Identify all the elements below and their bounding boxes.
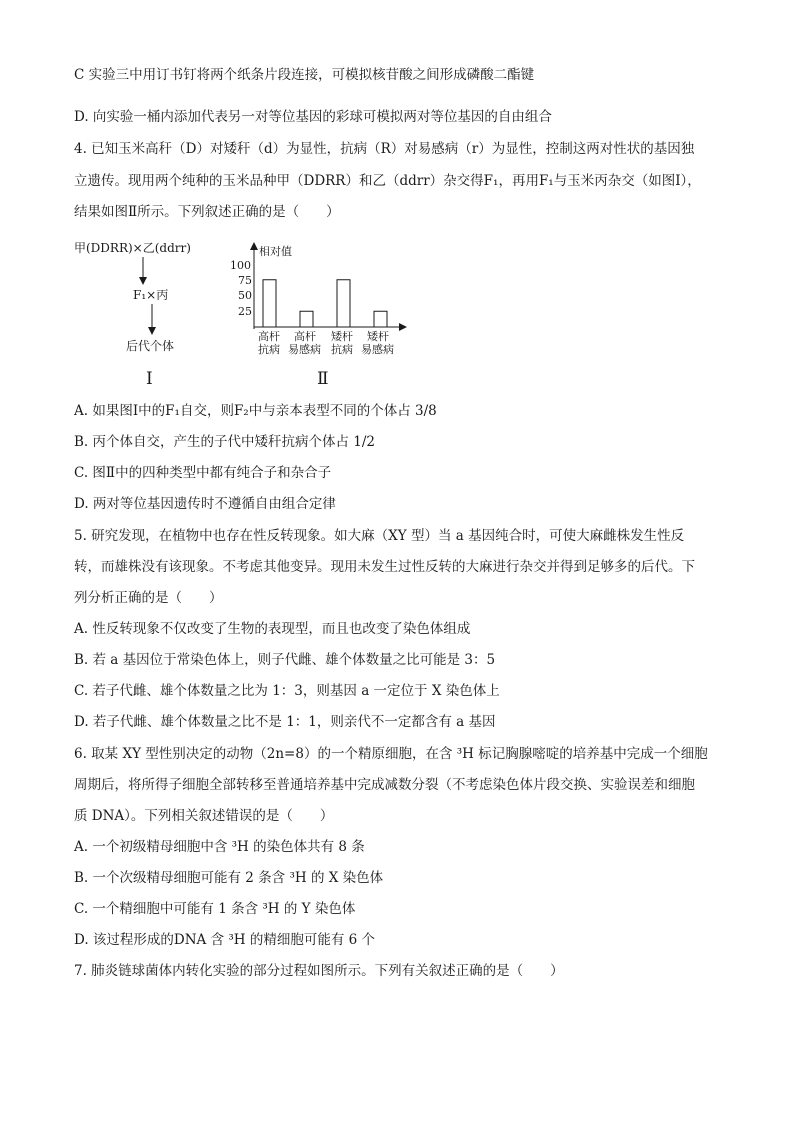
chart-bar-2 (300, 311, 313, 327)
figure-1-cross-text: 甲(DDRR)×乙(ddrr) (74, 241, 191, 255)
figure-2-category-label: 矮杆 (331, 330, 353, 343)
q4-option-d: D. 两对等位基因遗传时不遵循自由组合定律 (74, 496, 336, 512)
figure-2-y-label: 相对值 (259, 245, 292, 258)
figure-2-y-tick-label: 75 (238, 274, 252, 287)
q5-option-a: A. 性反转现象不仅改变了生物的表现型，而且也改变了染色体组成 (74, 621, 471, 637)
figure-2-label: Ⅱ (317, 369, 329, 389)
q4-figures (0, 0, 794, 400)
q5-stem-line-3: 列分析正确的是（ ） (74, 590, 223, 606)
q5-option-d: D. 若子代雌、雄个体数量之比不是 1：1，则亲代不一定都含有 a 基因 (74, 714, 496, 730)
q4-stem-line-3: 结果如图Ⅱ所示。下列叙述正确的是（ ） (74, 204, 340, 220)
figure-2-category-label: 高杆 (258, 330, 280, 343)
q3-option-d: D. 向实验一桶内添加代表另一对等位基因的彩球可模拟两对等位基因的自由组合 (74, 109, 552, 125)
figure-2-category-label: 易感病 (288, 343, 321, 356)
figure-2-y-tick-label: 50 (238, 289, 252, 302)
q6-stem-line-1: 6. 取某 XY 型性别决定的动物（2n=8）的一个精原细胞，在含 ³H 标记胸腺嘧啶的培养基中完成一个细胞 (74, 746, 708, 762)
q5-stem-line-1: 5. 研究发现，在植物中也存在性反转现象。如大麻（XY 型）当 a 基因纯合时，可使大麻雌株发生性反 (74, 528, 685, 544)
figure-2-category-label: 易感病 (361, 343, 394, 356)
q4-option-b: B. 丙个体自交，产生的子代中矮秆抗病个体占 1/2 (74, 434, 376, 450)
chart-bar-3 (337, 280, 350, 327)
figure-2-chart (230, 244, 405, 389)
figure-2-category-label: 抗病 (258, 343, 280, 356)
q4-stem-line-2: 立遗传。现用两个纯种的玉米品种甲（DDRR）和乙（ddrr）杂交得F₁，再用F₁与玉米丙杂交（如图Ⅰ）， (74, 173, 701, 189)
chart-bar-1 (263, 280, 276, 327)
figure-2-category-label: 抗病 (331, 343, 353, 356)
figure-1-label: Ⅰ (146, 369, 153, 389)
figure-1-f1-cross-text: F₁×丙 (133, 288, 169, 302)
q4-option-a: A. 如果图Ⅰ中的F₁自交，则F₂中与亲本表型不同的个体占 3/8 (74, 403, 437, 419)
q5-stem-line-2: 转，而雄株没有该现象。不考虑其他变异。现用未发生过性反转的大麻进行杂交并得到足够多的后代。下 (74, 559, 695, 575)
q6-stem-line-2: 周期后，将所得子细胞全部转移至普通培养基中完成减数分裂（不考虑染色体片段交换、实验误差和细胞 (74, 777, 695, 793)
q6-option-c: C. 一个精细胞中可能有 1 条含 ³H 的 Y 染色体 (74, 901, 356, 917)
q4-stem-line-1: 4. 已知玉米高秆（D）对矮秆（d）为显性，抗病（R）对易感病（r）为显性，控制这两对性状的基因独 (74, 141, 695, 157)
figure-2-category-label: 高杆 (294, 330, 316, 343)
q3-option-c: C 实验三中用订书钉将两个纸条片段连接，可模拟核苷酸之间形成磷酸二酯键 (74, 67, 535, 83)
q6-option-a: A. 一个初级精母细胞中含 ³H 的染色体共有 8 条 (74, 839, 365, 855)
chart-bar-4 (374, 311, 387, 327)
q6-stem-line-3: 质 DNA）。下列相关叙述错误的是（ ） (74, 808, 334, 824)
q6-option-d: D. 该过程形成的DNA 含 ³H 的精细胞可能有 6 个 (74, 932, 376, 948)
figure-2-category-label: 矮杆 (367, 330, 389, 343)
figure-1-flowchart (74, 241, 191, 389)
q6-option-b: B. 一个次级精母细胞可能有 2 条含 ³H 的 X 染色体 (74, 870, 384, 886)
q4-option-c: C. 图Ⅱ中的四种类型中都有纯合子和杂合子 (74, 465, 332, 481)
figure-2-y-tick-label: 25 (238, 305, 252, 318)
q7-stem: 7. 肺炎链球菌体内转化实验的部分过程如图所示。下列有关叙述正确的是（ ） (74, 963, 564, 979)
figure-1-offspring-text: 后代个体 (126, 339, 175, 353)
q5-option-b: B. 若 a 基因位于常染色体上，则子代雌、雄个体数量之比可能是 3：5 (74, 652, 496, 668)
figure-2-y-tick-label: 100 (230, 259, 251, 272)
q5-option-c: C. 若子代雌、雄个体数量之比为 1：3，则基因 a 一定位于 X 染色体上 (74, 683, 500, 699)
